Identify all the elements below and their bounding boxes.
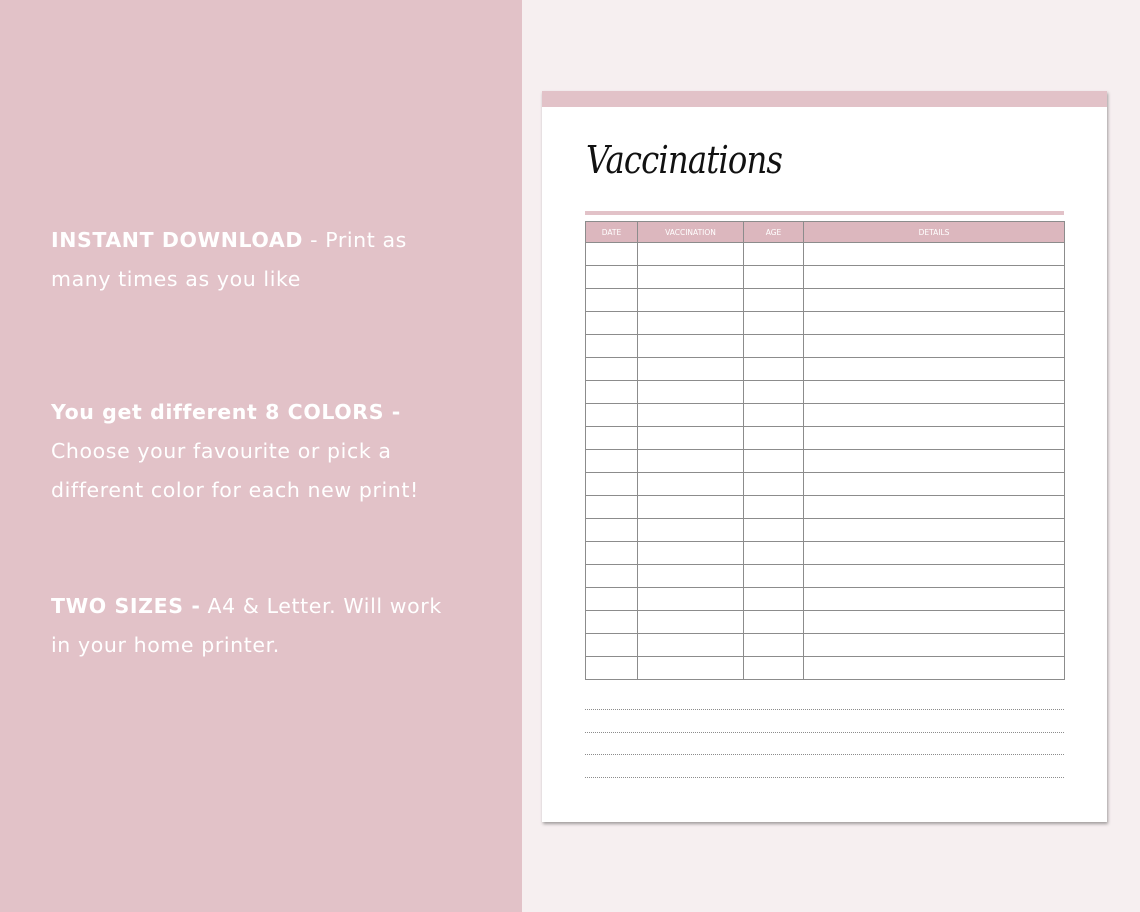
table-row: [586, 634, 1065, 657]
table-cell: [804, 427, 1065, 450]
note-line: [585, 709, 1064, 710]
sheet-top-band: [542, 91, 1107, 107]
table-cell: [744, 381, 804, 404]
feature-text: - Print as many times as you like: [51, 228, 407, 291]
table-cell: [804, 611, 1065, 634]
feature-instant-download: [51, 221, 451, 299]
table-cell: [638, 243, 744, 266]
table-cell: [804, 588, 1065, 611]
table-cell: [638, 450, 744, 473]
table-row: [586, 266, 1065, 289]
feature-bold: You get different 8 COLORS -: [51, 400, 401, 424]
table-cell: [744, 358, 804, 381]
table-cell: [586, 657, 638, 680]
table-cell: [638, 312, 744, 335]
table-cell: [804, 243, 1065, 266]
table-cell: [638, 588, 744, 611]
feature-text: Choose your favourite or pick a different color for each new print!: [51, 439, 419, 502]
table-row: [586, 404, 1065, 427]
table-row: [586, 611, 1065, 634]
table-row: [586, 358, 1065, 381]
table-row: [586, 519, 1065, 542]
table-cell: [744, 657, 804, 680]
table-cell: [586, 381, 638, 404]
table-cell: [638, 266, 744, 289]
table-row: [586, 496, 1065, 519]
table-cell: [638, 657, 744, 680]
table-cell: [744, 427, 804, 450]
feature-sizes: [51, 587, 451, 665]
feature-text: A4 & Letter. Will work in your home printer.: [51, 594, 442, 657]
table-cell: [744, 634, 804, 657]
table-cell: [804, 565, 1065, 588]
table-cell: [744, 473, 804, 496]
table-row: [586, 427, 1065, 450]
table-cell: [638, 519, 744, 542]
table-row: [586, 381, 1065, 404]
feature-bold: INSTANT DOWNLOAD: [51, 228, 303, 252]
table-cell: [586, 404, 638, 427]
table-cell: [744, 266, 804, 289]
table-cell: [804, 634, 1065, 657]
table-cell: [586, 243, 638, 266]
table-cell: [586, 289, 638, 312]
feature-colors: [51, 393, 451, 510]
table-cell: [744, 542, 804, 565]
table-cell: [638, 335, 744, 358]
table-cell: [744, 450, 804, 473]
table-cell: [586, 588, 638, 611]
table-cell: [804, 450, 1065, 473]
table-cell: [586, 473, 638, 496]
table-cell: [586, 634, 638, 657]
table-row: [586, 473, 1065, 496]
table-cell: [744, 404, 804, 427]
printable-sheet: [542, 91, 1107, 822]
table-cell: [586, 358, 638, 381]
table-cell: [804, 496, 1065, 519]
sheet-title: Vaccinations: [586, 138, 783, 182]
table-cell: [586, 519, 638, 542]
table-row: [586, 588, 1065, 611]
table-row: [586, 243, 1065, 266]
column-header-vaccination: VACCINATION: [638, 222, 744, 243]
table-cell: [638, 427, 744, 450]
table-cell: [804, 266, 1065, 289]
table-cell: [744, 611, 804, 634]
table-row: [586, 565, 1065, 588]
table-body: [586, 243, 1065, 680]
table-cell: [586, 266, 638, 289]
title-divider: [585, 211, 1064, 215]
table-cell: [586, 611, 638, 634]
note-line: [585, 732, 1064, 733]
table-cell: [586, 565, 638, 588]
column-header-age: AGE: [744, 222, 804, 243]
table-row: [586, 335, 1065, 358]
table-cell: [804, 519, 1065, 542]
table-cell: [744, 565, 804, 588]
table-cell: [586, 335, 638, 358]
table-cell: [804, 312, 1065, 335]
table-cell: [586, 450, 638, 473]
table-cell: [586, 496, 638, 519]
table-cell: [744, 519, 804, 542]
table-cell: [638, 634, 744, 657]
table-cell: [744, 588, 804, 611]
table-cell: [804, 289, 1065, 312]
table-cell: [638, 611, 744, 634]
table-cell: [638, 496, 744, 519]
table-row: [586, 657, 1065, 680]
table-cell: [804, 381, 1065, 404]
table-cell: [804, 404, 1065, 427]
table-header-row: [586, 222, 1065, 243]
note-line: [585, 777, 1064, 778]
table-row: [586, 450, 1065, 473]
table-cell: [638, 565, 744, 588]
table-cell: [586, 312, 638, 335]
feature-panel: [0, 0, 522, 912]
table-cell: [804, 358, 1065, 381]
table-cell: [804, 657, 1065, 680]
table-row: [586, 289, 1065, 312]
table-cell: [744, 243, 804, 266]
table-cell: [744, 312, 804, 335]
table-cell: [744, 496, 804, 519]
note-line: [585, 754, 1064, 755]
table-cell: [744, 335, 804, 358]
feature-bold: TWO SIZES -: [51, 594, 201, 618]
table-cell: [638, 358, 744, 381]
table-cell: [744, 289, 804, 312]
vaccination-table: [585, 221, 1065, 680]
table-cell: [804, 335, 1065, 358]
column-header-details: DETAILS: [804, 222, 1065, 243]
table-cell: [804, 473, 1065, 496]
table-cell: [586, 542, 638, 565]
table-row: [586, 312, 1065, 335]
table-cell: [638, 404, 744, 427]
table-cell: [586, 427, 638, 450]
table-cell: [804, 542, 1065, 565]
table-cell: [638, 473, 744, 496]
table-row: [586, 542, 1065, 565]
table-cell: [638, 289, 744, 312]
table-cell: [638, 381, 744, 404]
column-header-date: DATE: [586, 222, 638, 243]
table-cell: [638, 542, 744, 565]
